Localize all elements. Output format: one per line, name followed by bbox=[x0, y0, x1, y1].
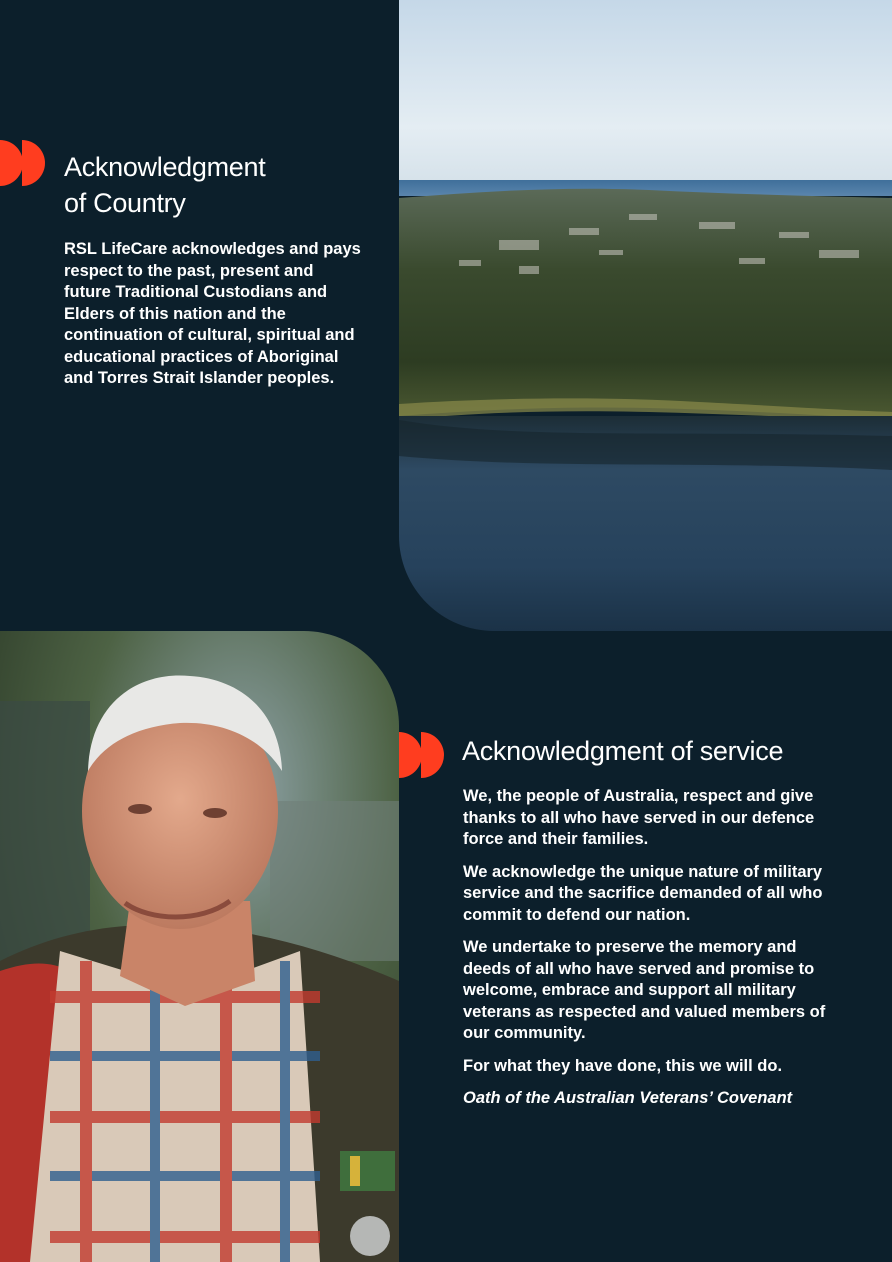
country-heading bbox=[64, 149, 364, 221]
service-body-text bbox=[463, 786, 843, 1121]
brand-logo-icon bbox=[0, 138, 46, 188]
service-paragraph-4: For what they have done, this we will do. bbox=[463, 1056, 783, 1075]
country-title-line2: of Country bbox=[64, 188, 186, 218]
country-body-text bbox=[64, 239, 364, 390]
brand-logo-icon bbox=[397, 730, 447, 780]
veteran-portrait-photo bbox=[0, 631, 399, 1262]
service-paragraph-1: We, the people of Australia, respect and give thanks to all who have served in our defence force and their families. bbox=[463, 787, 815, 848]
service-paragraph-2: We acknowledge the unique nature of military service and the sacrifice demanded of all who commit to defend our nation. bbox=[463, 862, 823, 924]
aerial-landscape-photo bbox=[399, 0, 892, 631]
service-paragraph-3: We undertake to preserve the memory and deeds of all who have served and promise to welcome, embrace and support all military veterans as respected and valued members of our community. bbox=[463, 938, 826, 1042]
country-paragraph: RSL LifeCare acknowledges and pays respect to the past, present and future Traditional Custodians and Elders of this nation and the continuation of cultural, spiritual and educational practices of Aboriginal and Torres Strait Islander peoples. bbox=[64, 240, 361, 387]
service-heading bbox=[462, 733, 882, 769]
oath-attribution: Oath of the Australian Veterans’ Covenant bbox=[463, 1089, 793, 1107]
service-title: Acknowledgment of service bbox=[462, 736, 784, 766]
country-title-line1: Acknowledgment bbox=[64, 152, 266, 182]
